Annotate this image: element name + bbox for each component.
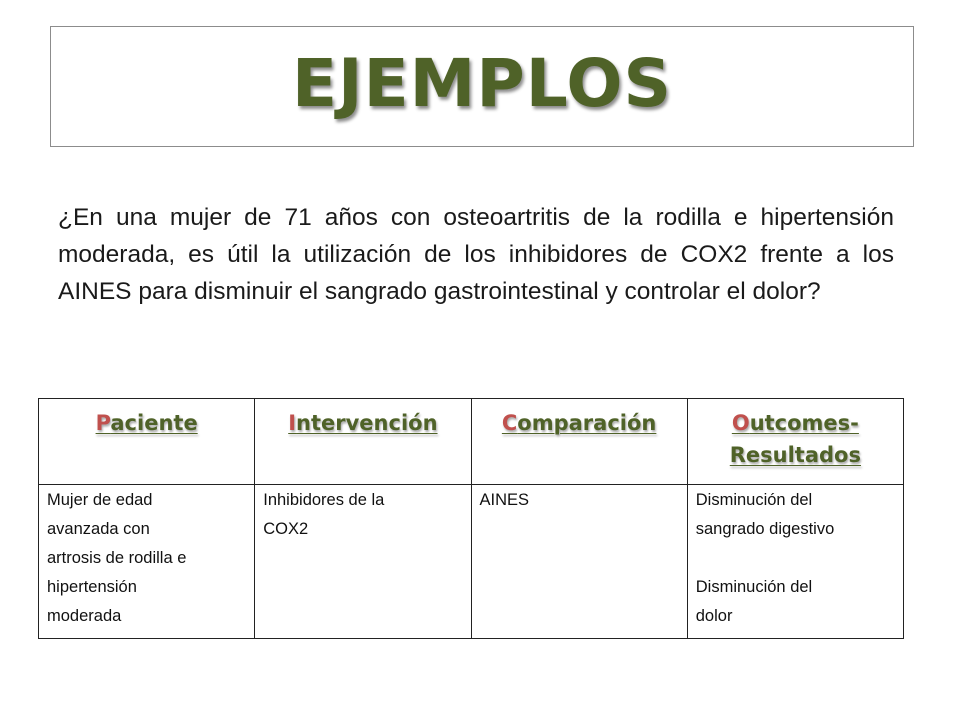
cell-line: Disminución del (695, 578, 813, 596)
header-line2: Resultados (729, 443, 861, 467)
cell-line: Disminución del (695, 491, 813, 509)
header-initial: O (731, 411, 750, 435)
pico-table (38, 398, 904, 639)
header-initial: P (95, 411, 111, 435)
header-comparacion (471, 399, 687, 485)
table-header-row (39, 399, 904, 485)
cell-line: moderada (47, 607, 122, 625)
cell-line: sangrado digestivo (695, 520, 835, 538)
cell-intervencion (255, 485, 471, 639)
header-rest: ntervención (296, 411, 438, 435)
header-rest: omparación (517, 411, 657, 435)
cell-spacer (696, 544, 895, 573)
cell-outcomes (687, 485, 903, 639)
header-outcomes (687, 399, 903, 485)
cell-line: AINES (479, 491, 530, 509)
header-initial: C (501, 411, 518, 435)
cell-line: artrosis de rodilla e (47, 549, 187, 567)
header-intervencion (255, 399, 471, 485)
header-rest: aciente (110, 411, 198, 435)
cell-paciente (39, 485, 255, 639)
question-text: ¿En una mujer de 71 años con osteoartritis de la rodilla e hipertensión moderada, es útil la utilización de los inhibidores de COX2 frente a los AINES para disminuir el sangrado gastrointestinal y controlar el dolor? (58, 204, 894, 305)
header-initial: I (288, 411, 297, 435)
cell-line: COX2 (263, 520, 309, 538)
header-paciente (39, 399, 255, 485)
cell-line: Inhibidores de la (263, 491, 385, 509)
header-rest: utcomes- (749, 411, 859, 435)
title-box (50, 26, 914, 147)
cell-comparacion (471, 485, 687, 639)
table-row (39, 485, 904, 639)
slide-title: EJEMPLOS (291, 45, 673, 122)
cell-line: avanzada con (47, 520, 150, 538)
cell-line: dolor (695, 607, 733, 625)
cell-line: hipertensión (47, 578, 137, 596)
cell-line: Mujer de edad (47, 491, 153, 509)
